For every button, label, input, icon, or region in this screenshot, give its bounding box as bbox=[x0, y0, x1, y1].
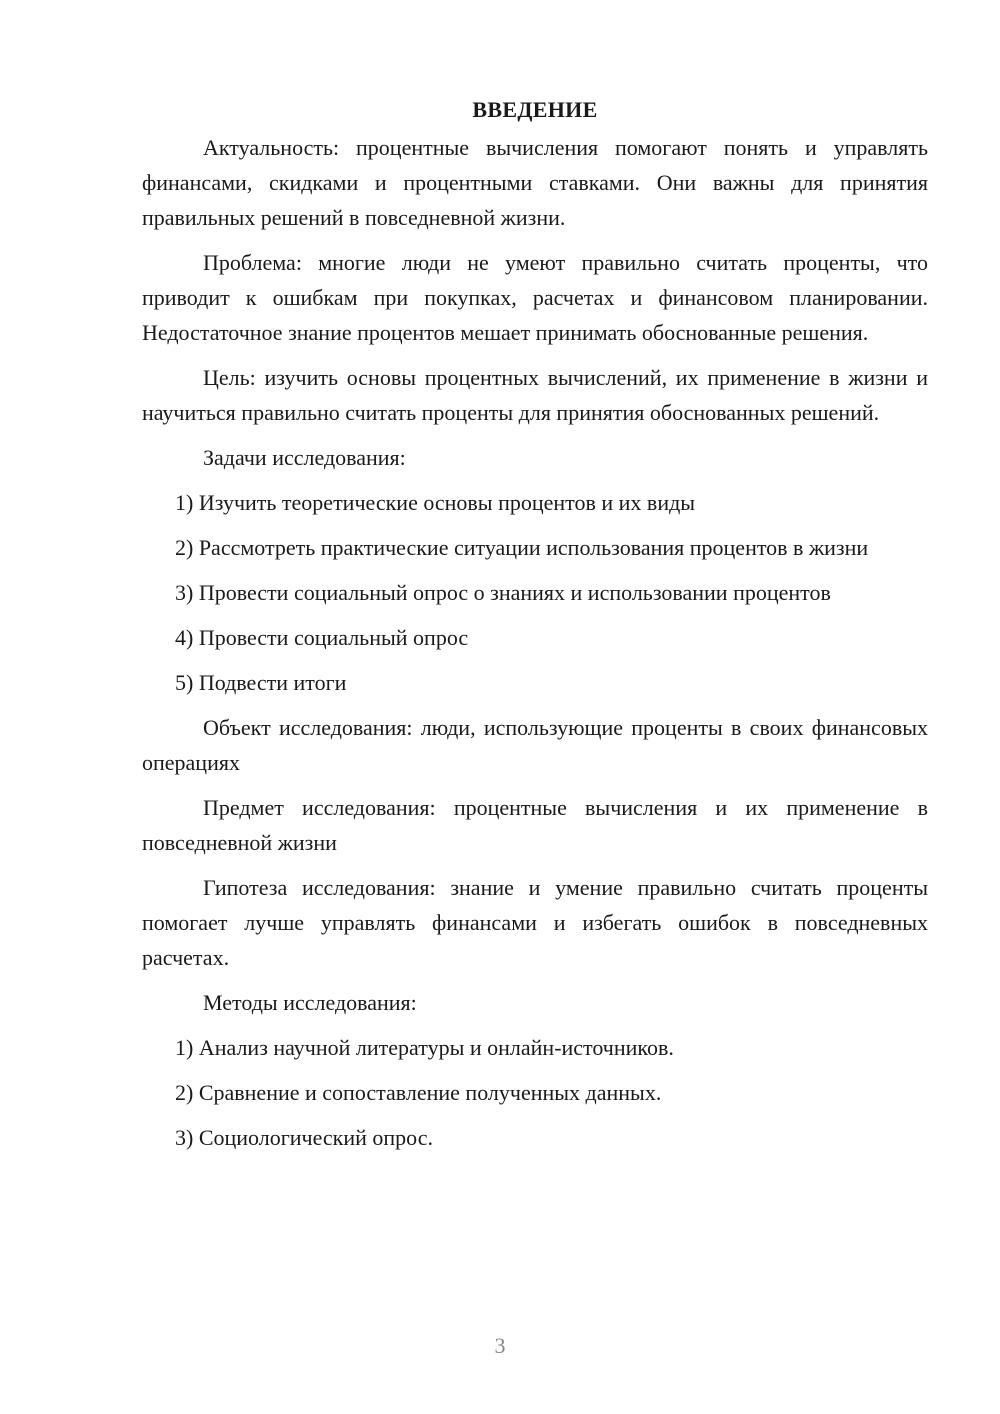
method-item: 2) Сравнение и сопоставление полученных данных. bbox=[175, 1080, 662, 1105]
tasks-heading: Задачи исследования: bbox=[203, 445, 406, 470]
task-item: 3) Провести социальный опрос о знаниях и использовании процентов bbox=[175, 580, 831, 605]
problem-paragraph: Проблема: многие люди не умеют правильно считать проценты, что приводит к ошибкам при покупках, расчетах и финансовом планировании. Недостаточное знание процентов мешает принимать обоснованные решения. bbox=[142, 250, 928, 345]
methods-heading: Методы исследования: bbox=[203, 990, 417, 1015]
method-item: 1) Анализ научной литературы и онлайн-источников. bbox=[175, 1035, 674, 1060]
task-item: 4) Провести социальный опрос bbox=[175, 625, 469, 650]
relevance-paragraph: Актуальность: процентные вычисления помогают понять и управлять финансами, скидками и процентными ставками. Они важны для принятия правильных решений в повседневной жизни. bbox=[142, 135, 928, 230]
method-item: 3) Социологический опрос. bbox=[175, 1125, 433, 1150]
task-item: 2) Рассмотреть практические ситуации использования процентов в жизни bbox=[175, 535, 869, 560]
goal-paragraph: Цель: изучить основы процентных вычислений, их применение в жизни и научиться правильно считать проценты для принятия обоснованных решений. bbox=[142, 365, 928, 425]
object-paragraph: Объект исследования: люди, использующие проценты в своих финансовых операциях bbox=[142, 715, 928, 775]
document-page bbox=[142, 90, 928, 1165]
task-item: 1) Изучить теоретические основы процентов и их виды bbox=[175, 490, 696, 515]
section-title: ВВЕДЕНИЕ bbox=[472, 97, 598, 122]
hypothesis-paragraph: Гипотеза исследования: знание и умение правильно считать проценты помогает лучше управлять финансами и избегать ошибок в повседневных расчетах. bbox=[142, 875, 928, 970]
page-number: 3 bbox=[494, 1333, 506, 1358]
subject-paragraph: Предмет исследования: процентные вычисления и их применение в повседневной жизни bbox=[142, 795, 928, 855]
task-item: 5) Подвести итоги bbox=[175, 670, 347, 695]
